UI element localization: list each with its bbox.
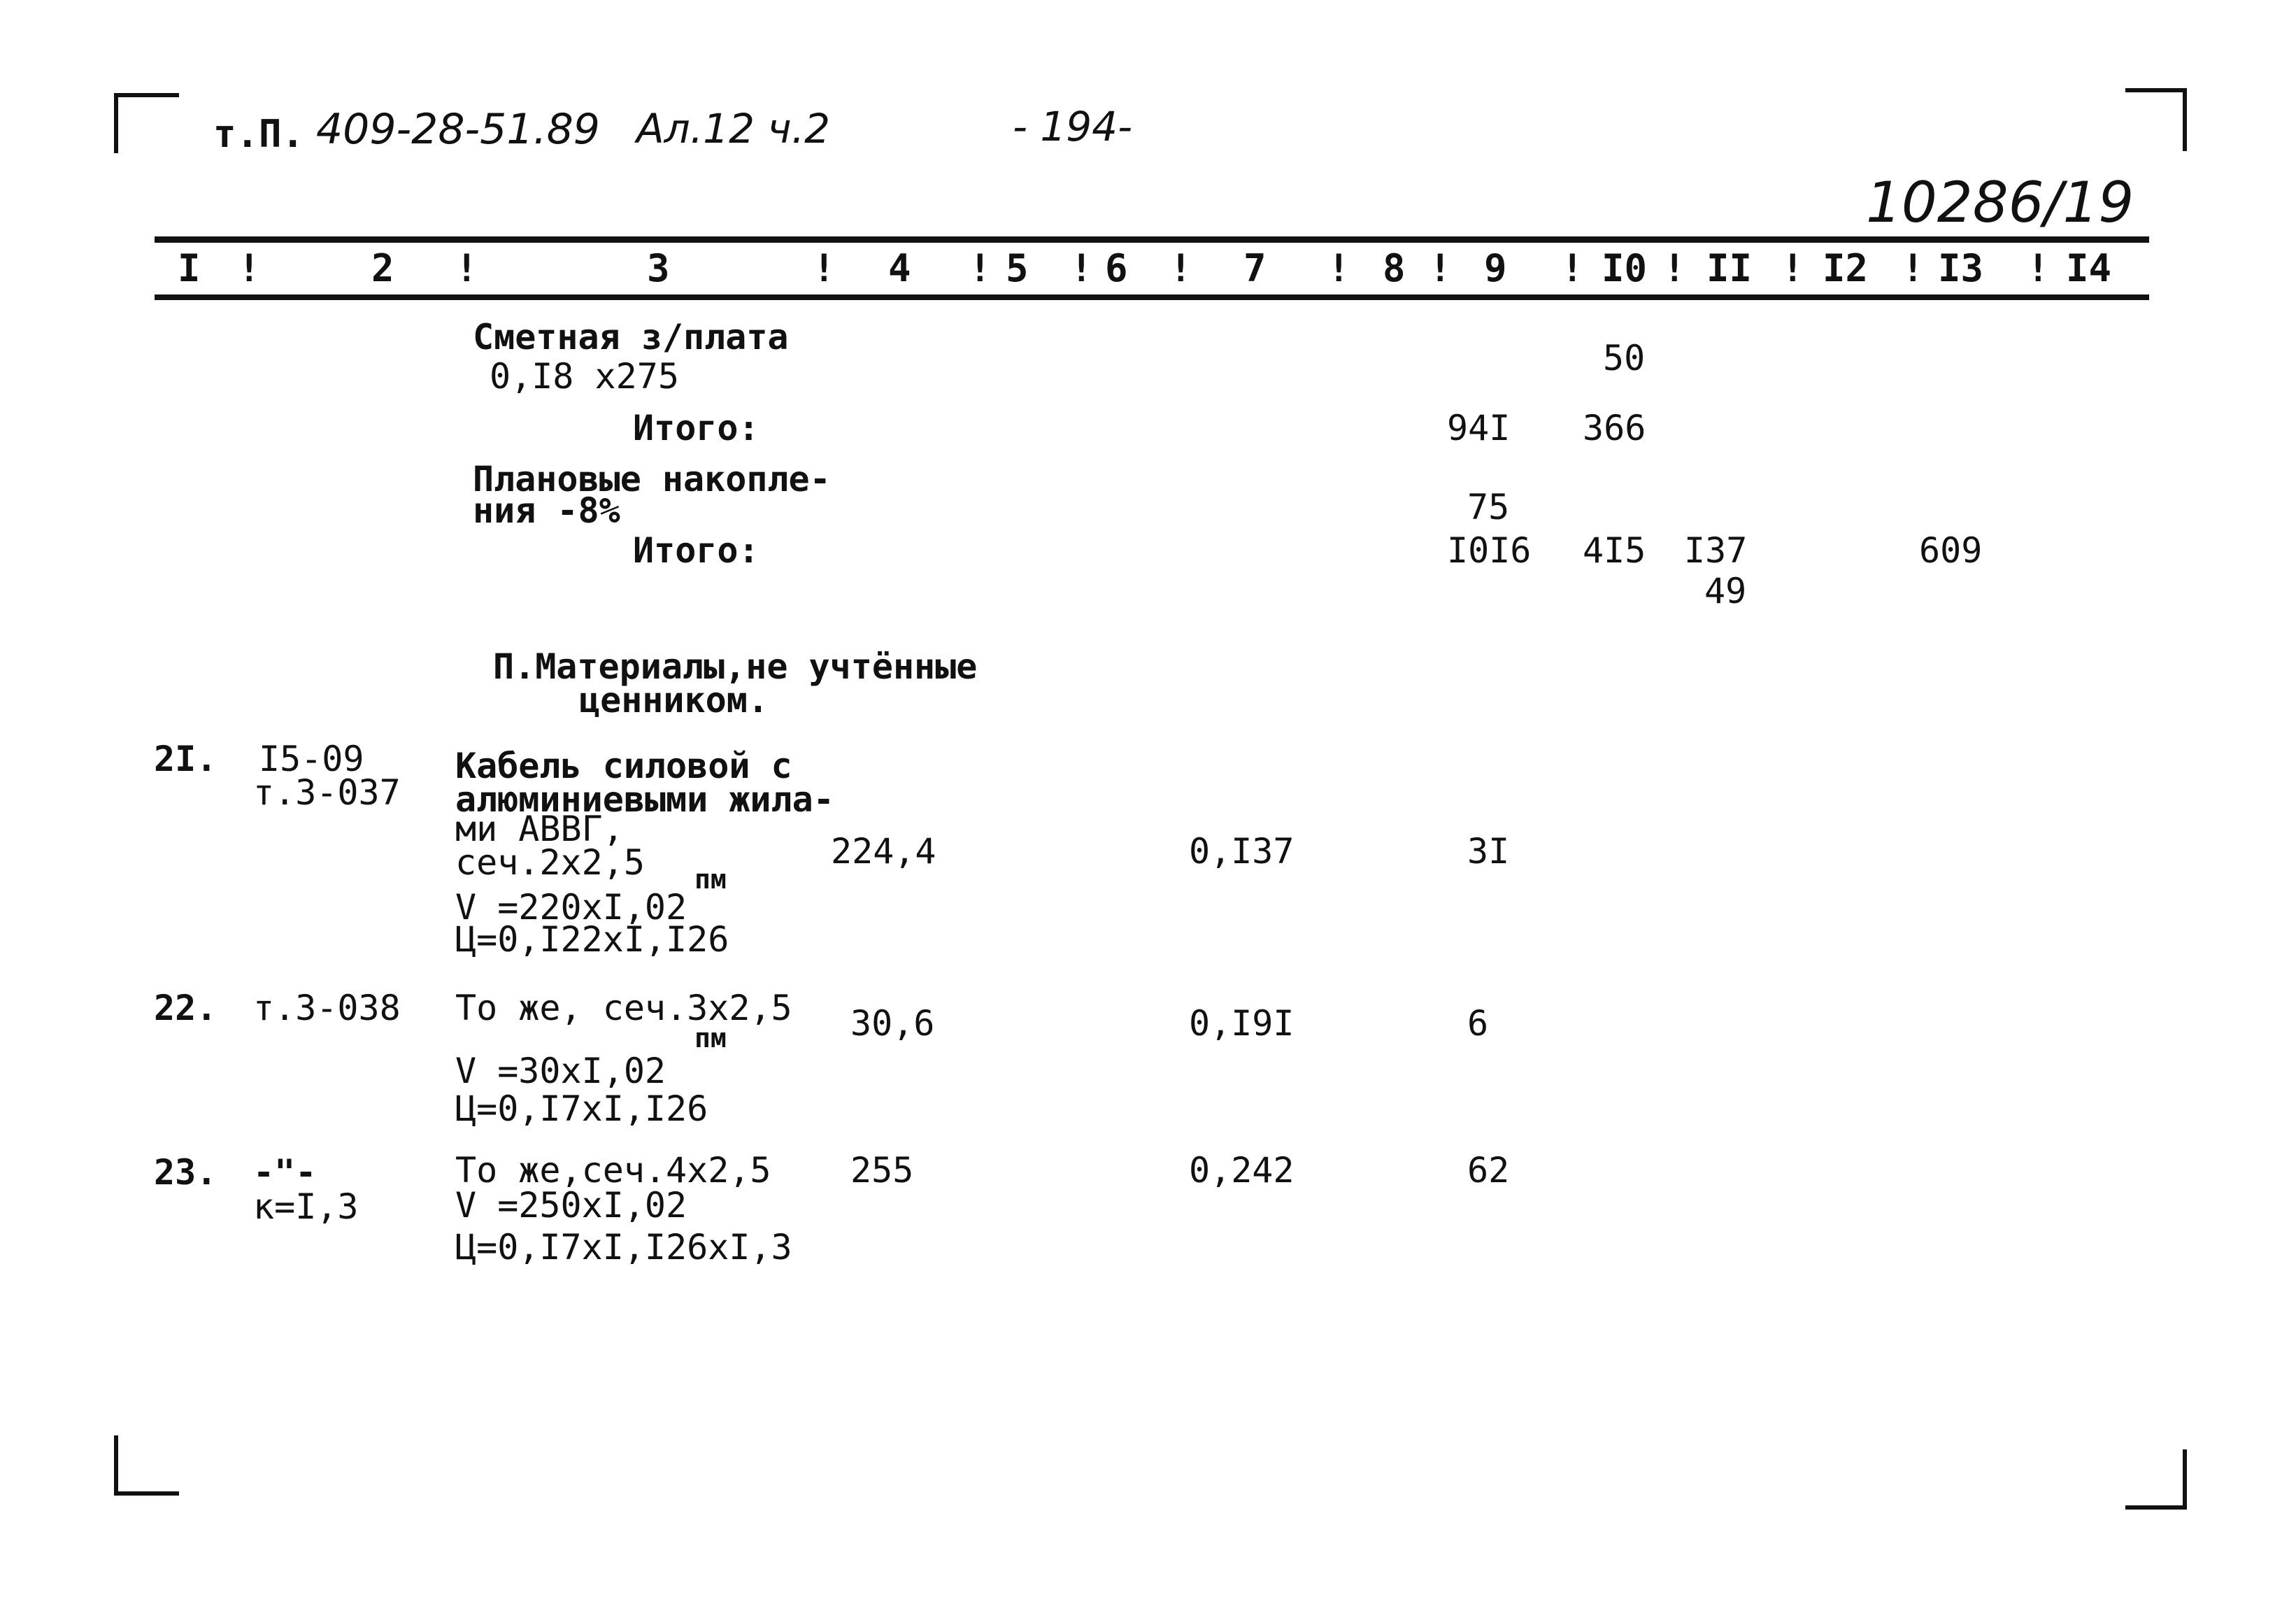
row-number: 23. xyxy=(154,1152,218,1193)
row-description-line2: V =250xI,02 xyxy=(455,1185,687,1226)
row-unit-price: 0,I9I xyxy=(1189,1003,1295,1044)
total-value-col9: I0I6 xyxy=(1447,530,1532,571)
row-unit: пм xyxy=(694,864,727,895)
table-header-bottom-rule xyxy=(155,294,2149,300)
total-value-col11-second: 49 xyxy=(1704,571,1747,611)
row-code-line1: т.3-038 xyxy=(253,988,401,1028)
page-number: - 194- xyxy=(1013,103,1132,150)
column-header: I3 xyxy=(1938,246,1984,290)
row-quantity: 224,4 xyxy=(831,831,936,872)
column-header: 5 xyxy=(1006,246,1029,290)
row-quantity: 255 xyxy=(850,1150,914,1191)
column-separator: ! xyxy=(1663,246,1686,290)
subtotal-label: Итого: xyxy=(633,408,760,448)
column-separator: ! xyxy=(1781,246,1804,290)
column-header: 9 xyxy=(1484,246,1507,290)
row-sum: 3I xyxy=(1467,831,1510,872)
column-separator: ! xyxy=(238,246,261,290)
corner-mark-bottom-right xyxy=(2125,1449,2187,1510)
column-separator: ! xyxy=(1070,246,1093,290)
column-header: I0 xyxy=(1602,246,1648,290)
project-code: 409-28-51.89 xyxy=(316,105,600,154)
column-separator: ! xyxy=(2027,246,2050,290)
row-quantity: 30,6 xyxy=(850,1003,935,1044)
total-value-col13: 609 xyxy=(1919,530,1983,571)
corner-mark-top-right xyxy=(2125,88,2187,151)
row-description-line3: Ц=0,I7xI,I26xI,3 xyxy=(455,1227,792,1268)
row-description-line1: То же, сеч.3x2,5 xyxy=(455,988,792,1028)
column-header: II xyxy=(1706,246,1753,290)
row-unit: пм xyxy=(694,1023,727,1053)
section-heading-line2: ценником. xyxy=(579,680,769,721)
subtotal-value-col10: 366 xyxy=(1583,408,1646,448)
total-value-col10: 4I5 xyxy=(1583,530,1646,571)
row-description-line6: Ц=0,I22xI,I26 xyxy=(455,919,729,960)
column-separator: ! xyxy=(1327,246,1350,290)
column-separator: ! xyxy=(1169,246,1192,290)
row-unit-price: 0,I37 xyxy=(1189,831,1295,872)
accumulation-label-line1: Плановые накопле- xyxy=(473,459,831,499)
column-header: 7 xyxy=(1243,246,1267,290)
album-number: Ал.12 ч.2 xyxy=(636,105,831,152)
subtotal-value-col9: 94I xyxy=(1447,408,1511,448)
row-sum: 6 xyxy=(1467,1003,1489,1044)
column-separator: ! xyxy=(1429,246,1452,290)
column-header: 3 xyxy=(647,246,670,290)
column-separator: ! xyxy=(813,246,836,290)
row-description-line5: V =220xI,02 xyxy=(455,887,687,928)
row-code-line2: к=I,3 xyxy=(253,1186,359,1227)
column-header: I4 xyxy=(2066,246,2112,290)
table-top-rule xyxy=(155,236,2149,243)
total-label: Итого: xyxy=(633,530,760,571)
row-sum: 62 xyxy=(1467,1150,1510,1191)
row-number: 22. xyxy=(154,988,218,1028)
total-value-col11: I37 xyxy=(1684,530,1748,571)
column-header: 2 xyxy=(371,246,394,290)
archive-number: 10286/19 xyxy=(1866,170,2134,235)
column-separator: ! xyxy=(1561,246,1584,290)
row-code-line1: -"- xyxy=(253,1152,317,1193)
row-number: 2I. xyxy=(154,739,218,779)
row-description-line3: ми АВВГ, xyxy=(455,809,624,849)
row-description-line4: сеч.2x2,5 xyxy=(455,842,645,883)
wage-value-col10: 50 xyxy=(1603,338,1646,378)
wage-formula: 0,I8 x275 xyxy=(490,356,679,397)
accumulation-label-line2: ния -8% xyxy=(473,490,620,531)
row-description-line1: Кабель силовой с xyxy=(455,746,792,786)
column-separator: ! xyxy=(969,246,992,290)
column-separator: ! xyxy=(1902,246,1925,290)
accumulation-value-col9: 75 xyxy=(1467,487,1510,527)
document-stamp: т.П. xyxy=(213,112,305,156)
row-unit-price: 0,242 xyxy=(1189,1150,1295,1191)
row-description-line1: То же,сеч.4x2,5 xyxy=(455,1150,771,1191)
column-header: I xyxy=(178,246,201,290)
column-header: 4 xyxy=(888,246,911,290)
row-code-line1: I5-09 xyxy=(259,739,364,779)
row-description-line2: V =30xI,02 xyxy=(455,1051,666,1091)
corner-mark-bottom-left xyxy=(114,1435,179,1496)
corner-mark-top-left xyxy=(114,93,179,153)
row-description-line3: Ц=0,I7xI,I26 xyxy=(455,1088,708,1129)
row-description-line2: алюминиевыми жила- xyxy=(455,779,834,820)
row-code-line2: т.3-037 xyxy=(253,772,401,813)
column-header: 8 xyxy=(1383,246,1406,290)
section-heading-line1: П.Материалы,не учтённые xyxy=(493,646,978,687)
column-header: 6 xyxy=(1105,246,1128,290)
column-header: I2 xyxy=(1823,246,1869,290)
wage-label: Сметная з/плата xyxy=(473,317,789,357)
column-separator: ! xyxy=(455,246,478,290)
